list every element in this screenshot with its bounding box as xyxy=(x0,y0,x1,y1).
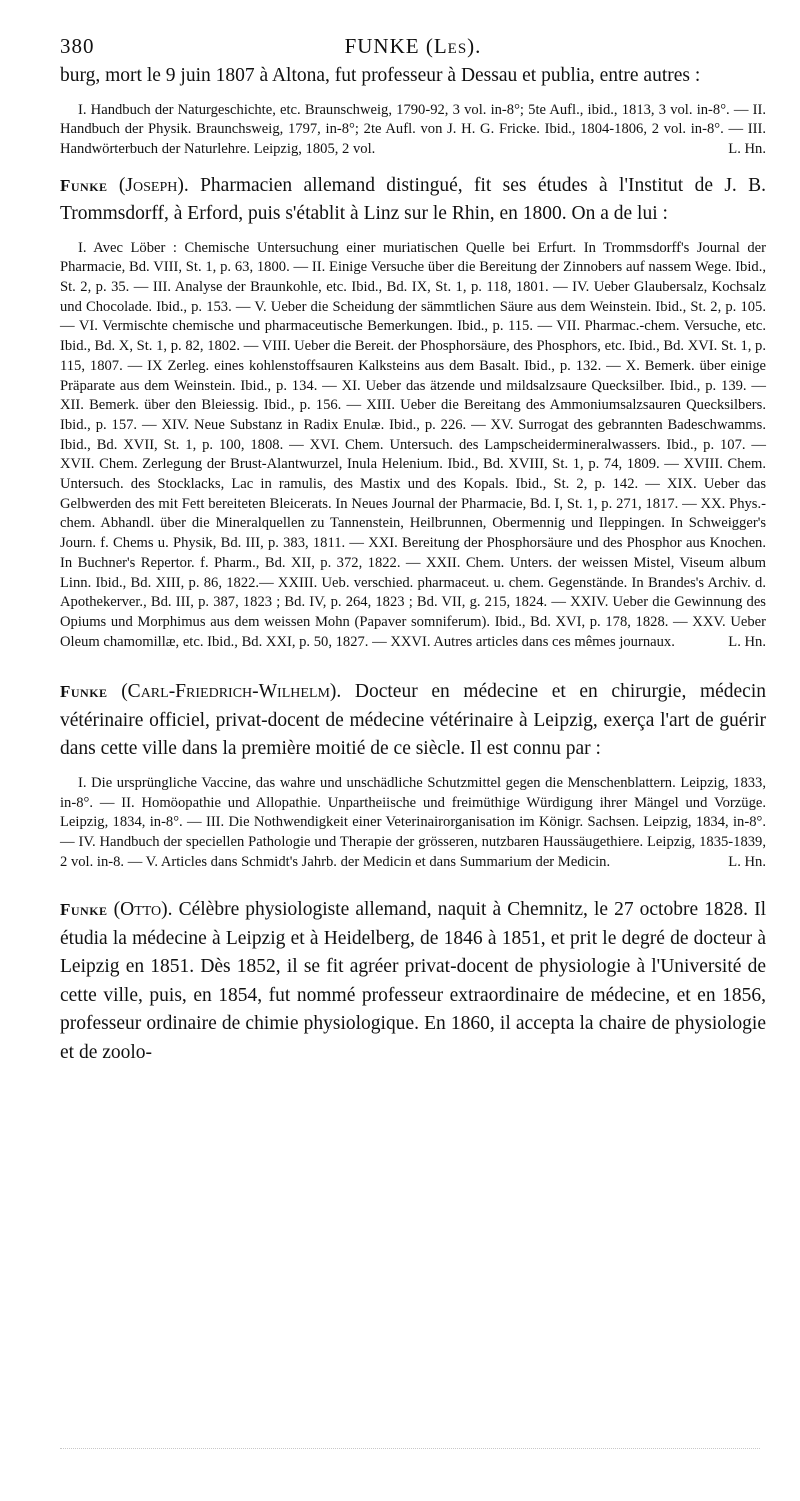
bleed-through-line xyxy=(60,1448,760,1455)
entry-otto xyxy=(60,896,766,1067)
continuation-signature: L. Hn. xyxy=(728,140,766,157)
entry-given-name: (Carl-Friedrich-Wilhelm). xyxy=(121,681,342,703)
entry-signature: L. Hn. xyxy=(728,853,766,870)
entry-joseph xyxy=(60,172,766,653)
entry-bibliography: I. Die ursprüngliche Vaccine, das wahre und unschädliche Schutzmittel gegen die Menschenblattern. Leipzig, 1833, in-8°. — II. Homöopathie und Allopathie. Unpartheiische und freimüthige Würdigung ihrer Mängel und Vorzüge. Leipzig, 1834, in-8°. — III. Die Nothwendigkeit einer Veterinairorganisation im Königr. Sachsen. Leipzig, 1834, in-8°. — IV. Handbuch der speciellen Pathologie und Therapie der grösseren, nutzbaren Haussäugethiere. Leipzig, 1835-1839, 2 vol. in-8. — V. Articles dans Schmidt's Jahrb. der Medicin et dans Summarium der Medicin. xyxy=(60,774,766,870)
entry-headword: Funke xyxy=(60,175,108,195)
entry-given-name: (Otto). xyxy=(113,899,173,921)
entry-description: Pharmacien allemand distingué, fit ses études à l'Institut de J. B. Trommsdorff, à Erford, puis s'établit à Linz sur le Rhin, en 1800. On a de lui : xyxy=(60,174,767,225)
entry-signature: L. Hn. xyxy=(728,633,766,650)
continuation-text: burg, mort le 9 juin 1807 à Altona, fut professeur à Dessau et publia, entre autres : xyxy=(60,65,701,86)
entry-headword: Funke xyxy=(60,682,108,702)
running-head xyxy=(60,28,766,62)
running-title xyxy=(60,34,766,59)
continuation-bibliography: I. Handbuch der Naturgeschichte, etc. Braunschweig, 1790-92, 3 vol. in-8°; 5te Aufl., ibid., 1813, 3 vol. in-8°. — II. Handbuch der Physik. Braunchsweig, 1797, in-8°; 2te Aufl. von J. H. G. Fricke. Ibid., 1804-1806, 2 vol. in-8°. — III. Handwörterbuch der Naturlehre. Leipzig, 1805, 2 vol. xyxy=(60,101,766,157)
entry-description: Célèbre physiologiste allemand, naquit à Chemnitz, le 27 octobre 1828. Il étudia la médecine à Leipzig et à Heidelberg, de 1846 à 1851, et prit le degré de docteur à Leipzig en 1851. Dès 1852, il se fit agréer privat-docent de physiologie à l'Université de cette ville, puis, en 1854, fut nommé professeur extraordinaire de médecine, et en 1856, professeur ordinaire de chimie physiologique. En 1860, il accepta la chaire de physiologie et de zoolo- xyxy=(60,899,767,1063)
entry-text xyxy=(60,678,766,764)
entry-given-name: (Joseph). xyxy=(118,174,189,196)
entry-bibliography: I. Avec Löber : Chemische Untersuchung einer muriatischen Quelle bei Erfurt. In Trommsdorff's Journal der Pharmacie, Bd. VIII, St. 1, p. 63, 1800. — II. Einige Versuche über die Bereitung der Zinnobers auf nassem Wege. Ibid., St. 2, p. 35. — III. Analyse der Braunkohle, etc. Ibid., Bd. IX, St. 1, p. 118, 1801. — IV. Ueber Glaubersalz, Kochsalz und Chocolade. Ibid., p. 153. — V. Ueber die Scheidung der sämmtlichen Säure aus dem Weinstein. Ibid., St. 2, p. 105. — VI. Vermischte chemische und pharmaceutische Bemerkungen. Ibid., p. 115. — VII. Pharmac.-chem. Versuche, etc. Ibid., Bd. X, St. 1, p. 82, 1802. — VIII. Ueber die Bereit. der Phosphorsäure, des Phosphors, etc. Ibid., Bd. XVI. St. 1, p. 115, 1807. — IX Zerleg. eines kohlenstoffsauren Kalksteins aus dem Basalt. Ibid., p. 132. — X. Bemerk. über einige Präparate aus dem Weinstein. Ibid., p. 134. — XI. Ueber das ätzende und mildsalzsaure Quecksilber. Ibid., p. 139. — XII. Bemerk. über den Bleiessig. Ibid., p. 156. — XIII. Ueber die Bereitang des Ammoniumsalzsauren Quecksilbers. Ibid., p. 157. — XIV. Neue Substanz in Radix Enulæ. Ibid., p. 226. — XV. Surrogat des gebrannten Badeschwamms. Ibid., Bd. XVII, St. 1, p. 100, 1808. — XVI. Chem. Untersuch. des Lampscheidermineralwassers. Ibid., p. 107. — XVII. Chem. Zerlegung der Brust-Alantwurzel, Inula Helenium. Ibid., Bd. XVIII, St. 1, p. 74, 1809. — XVIII. Chem. Untersuch. des Stocklacks, Lac in ramulis, des Mastix und des Kopals. Ibid., St. 2, p. 142. — XIX. Ueber das Gelbwerden des mit Fett bereiteten Bleicerats. In Neues Journal der Pharmacie, Bd. I, St. 1, p. 271, 1817. — XX. Phys.-chem. Abhandl. über die Mineralquellen zu Tannenstein, Heilbrunnen, Obermennig und Ileppingen. In Schweigger's Journ. f. Chems u. Physik, Bd. III, p. 383, 1811. — XXI. Bereitung der Phosphorsäure und des Phosphor aus Knochen. In Buchner's Repertor. f. Pharm., Bd. XII, p. 372, 1822. — XXII. Chem. Unters. der weissen Mistel, Viseum album Linn. Ibid., Bd. XIII, p. 86, 1822.— XXIII. Ueb. verschied. pharmaceut. u. chem. Gegenstände. In Brandes's Archiv. d. Apothekerver., Bd. III, p. 387, 1823 ; Bd. IV, p. 264, 1823 ; Bd. VII, g. 215, 1824. — XXIV. Ueber die Gewinnung des Opiums und Morphimus aus dem weissen Mohn (Papaver somniferum). Ibid., Bd. XVI, p. 178, 1828. — XXV. Ueber Oleum chamomillæ, etc. Ibid., Bd. XXI, p. 50, 1827. — XXVI. Autres articles dans ces mêmes journaux. xyxy=(60,239,766,650)
page-number: 380 xyxy=(60,34,95,58)
running-title-main: FUNKE ( xyxy=(344,34,434,58)
entry-headword: Funke xyxy=(60,900,108,920)
running-title-smallcaps: Les xyxy=(433,34,468,58)
running-title-end: ). xyxy=(467,34,482,58)
entry-description: Docteur en médecine et en chirurgie, médecin vétérinaire officiel, privat-docent de médecine vétérinaire à Leipzig, exerça l'art de guérir dans cette ville dans la première moitié de ce siècle. Il est connu par : xyxy=(60,681,766,760)
entry-text xyxy=(60,172,766,229)
entry-text xyxy=(60,896,766,1067)
entry-carl-friedrich-wilhelm xyxy=(60,678,766,872)
